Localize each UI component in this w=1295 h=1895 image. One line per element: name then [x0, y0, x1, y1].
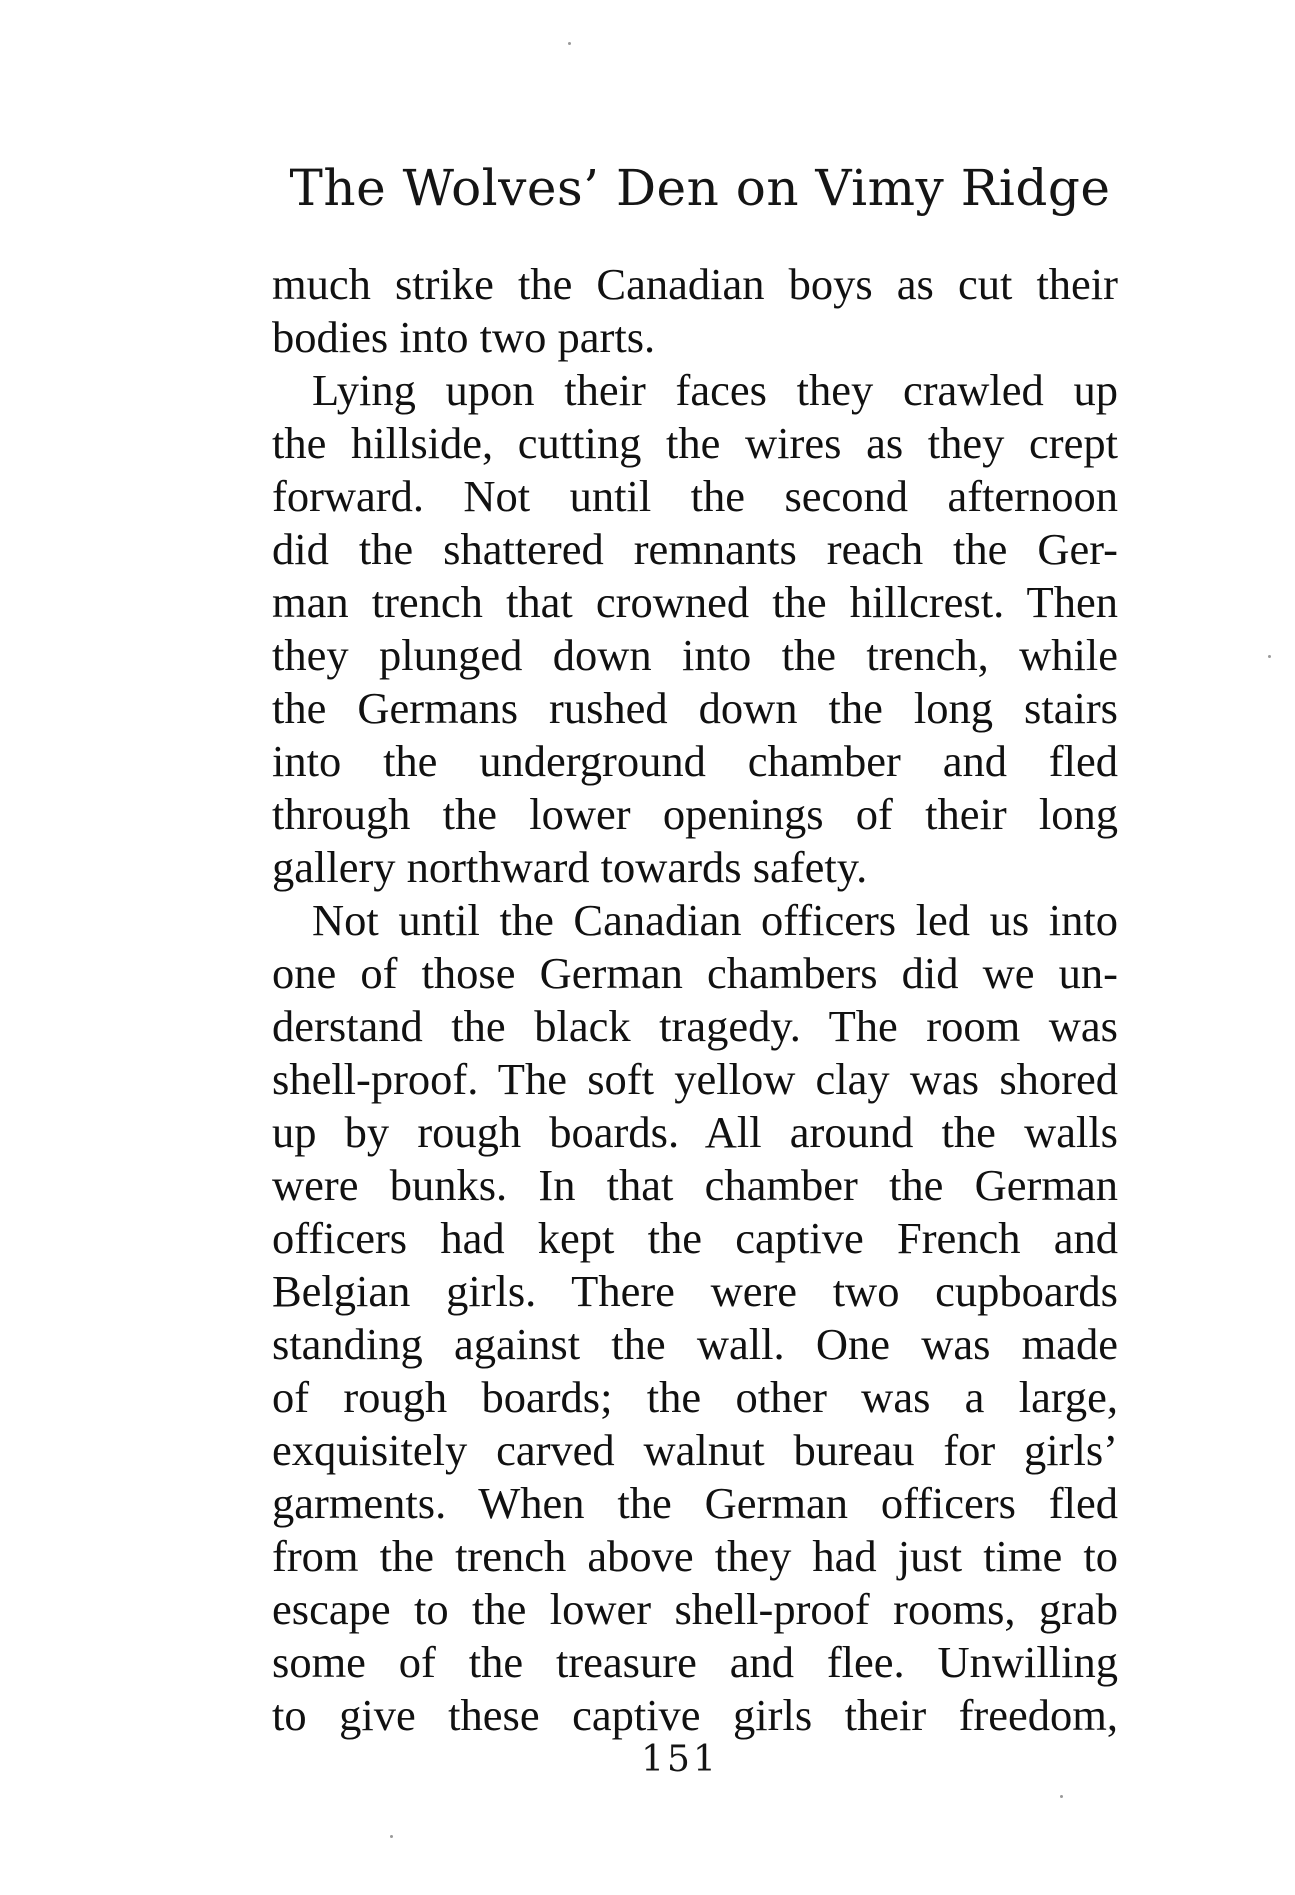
text-line: bodies into two parts. [272, 312, 656, 362]
text-line: some of the treasure and flee. Unwilling [272, 1637, 1118, 1687]
text-line: the Germans rushed down the long stairs [272, 683, 1118, 733]
text-line: standing against the wall. One was made [272, 1319, 1118, 1369]
text-line: Lying upon their faces they crawled up [312, 365, 1118, 415]
paper-speck [1268, 655, 1271, 658]
text-line: Belgian girls. There were two cupboards [272, 1266, 1118, 1316]
text-line: of rough boards; the other was a large, [272, 1372, 1118, 1422]
text-line: did the shattered remnants reach the Ger- [272, 524, 1118, 574]
text-line: derstand the black tragedy. The room was [272, 1001, 1118, 1051]
text-line: through the lower openings of their long [272, 789, 1118, 839]
text-line: the hillside, cutting the wires as they crept [272, 418, 1118, 468]
text-line: they plunged down into the trench, while [272, 630, 1118, 680]
text-line: up by rough boards. All around the walls [272, 1107, 1118, 1157]
body-text [272, 258, 1118, 1742]
text-line: forward. Not until the second afternoon [272, 471, 1118, 521]
text-line: into the underground chamber and fled [272, 736, 1118, 786]
page-number: 151 [641, 1739, 719, 1780]
text-line: escape to the lower shell-proof rooms, grab [272, 1584, 1118, 1634]
text-line: shell-proof. The soft yellow clay was shored [272, 1054, 1118, 1104]
text-line: garments. When the German officers fled [272, 1478, 1118, 1528]
paper-speck [568, 42, 571, 45]
text-line: to give these captive girls their freedom, [272, 1690, 1118, 1740]
text-line: exquisitely carved walnut bureau for girls’ [272, 1425, 1118, 1475]
text-line: man trench that crowned the hillcrest. Then [272, 577, 1118, 627]
text-line: much strike the Canadian boys as cut their [272, 259, 1118, 309]
paper-speck [1060, 1795, 1063, 1798]
running-head: The Wolves’ Den on Vimy Ridge [289, 159, 1111, 217]
text-line: Not until the Canadian officers led us into [312, 895, 1118, 945]
text-line: were bunks. In that chamber the German [272, 1160, 1118, 1210]
text-line: from the trench above they had just time to [272, 1531, 1118, 1581]
text-line: gallery northward towards safety. [272, 842, 868, 892]
text-line: officers had kept the captive French and [272, 1213, 1118, 1263]
text-line: one of those German chambers did we un- [272, 948, 1118, 998]
paper-speck [390, 1835, 393, 1838]
